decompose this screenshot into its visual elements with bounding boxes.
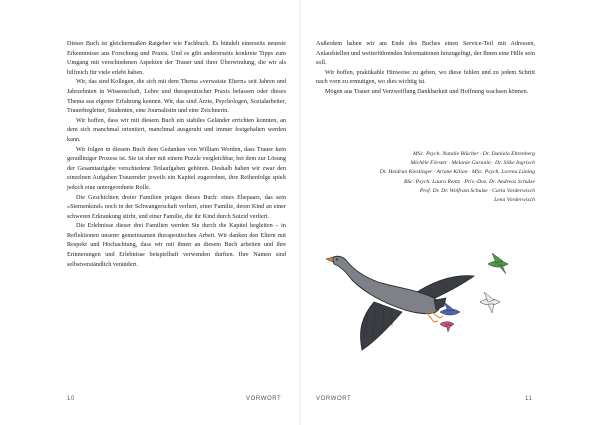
right-body-text — [316, 39, 535, 97]
paragraph: Wir, das sind Kollegen, die sich mit dem Thema »verwaiste Eltern« seit Jahren und Jahrzehnten in Wissenschaft, Lehre und therapeutischer Praxis befassen oder dieses Thema aus eigener Erfahrung kennen. Wir, das sind Ärzte, Psychologen, Sozialarbeiter, Trauerbegleiter, Studenten, eine Journalistin und eine Zeichnerin. — [67, 78, 286, 115]
birds-illustration — [322, 242, 522, 357]
running-head-left: VORWORT — [246, 396, 282, 402]
credit-line: BSc. Psych. Laura Rentz · Priv.-Doz. Dr. Andreas Schulze — [403, 178, 535, 185]
paragraph: Mögen aus Trauer und Verzweiflung Dankbarkeit und Hoffnung wachsen können. — [325, 87, 529, 95]
credit-line: Michèle Förster · Melanie Garanin · Dr. Silke Ingrisch — [410, 160, 535, 167]
large-goose-drawing — [326, 256, 474, 350]
paragraph: Außerdem haben wir am Ende des Buches einen Service-Teil mit Adressen, Anlaufstellen und weiterführenden Informationen hinzugefügt, der Ihnen eine Hilfe sein soll. — [316, 40, 535, 67]
page-number-left: 10 — [67, 396, 75, 402]
credit-line: MSc. Psych. Natalie Blücher · Dr. Daniela Ehrenberg — [413, 151, 535, 157]
white-bird-drawing — [480, 292, 500, 313]
author-credits — [340, 150, 535, 205]
right-page — [300, 0, 600, 425]
paragraph: Wir hoffen, dass wir mit diesem Buch ein stabiles Geländer errichten konnten, an dem sich manchmal orientiert, manchmal ausgeruht und immer festgehalten werden kann. — [67, 116, 286, 143]
paragraph: Wir folgen in diesem Buch dem Gedanken von William Worden, dass Trauer kein geradliniger Prozess ist. Sie ist eher mit einem Puzzle vergleichbar, bei dem zur Lösung der Gesamtaufgabe verschiedene Teilaufgaben gehören. Deshalb haben wir zwar den einzelnen Aufgaben Trauernder jeweils ein Kapitel zugeordnet, ihre Reihenfolge spielt jedoch eine untergeordnete Rolle. — [67, 145, 286, 191]
running-head-right: VORWORT — [316, 396, 352, 402]
paragraph: Wir hoffen, praktikable Hinweise zu geben, wo diese fehlen und zu jedem Schritt nach vorn zu ermutigen, wo dies wichtig ist. — [316, 68, 535, 86]
paragraph: Dieses Buch ist gleichermaßen Ratgeber wie Fachbuch. Es bündelt einerseits neueste Erkenntnisse aus Forschung und Praxis. Und es gibt andererseits konkrete Tipps zum Umgang mit verschiedenen Aspekten der Trauer und ihrer Überwindung, die wir als hilfreich für viele erlebt haben. — [67, 40, 286, 76]
pink-bird-drawing — [440, 322, 454, 332]
credit-line: Dr. Heidrun Kieslinger · Ariane Kilian · MSc. Psych. Lorena Lüning — [379, 169, 535, 176]
left-body-text — [67, 39, 286, 269]
paragraph: Die Geschichten dreier Familien prägen dieses Buch: eines Ehepaars, das sein »Sternenkind« noch in der Schwangerschaft verliert, einer Familie, deren Kind an einer schweren Erkrankung stirbt, und einer Familie, die ihr Kind durch Suizid verliert. — [67, 193, 286, 220]
credit-line: Prof. Dr. Dr. Wolfram Schulze · Carla Vorderwisch — [419, 187, 535, 194]
paragraph: Die Erlebnisse dieser drei Familien werden Sie durch die Kapitel begleiten – in Reflektionen unserer gemeinsamen therapeutischen Arbeit. Wir danken den Eltern mit Respekt und Hochachtung, dass wir mit ihnen an diesem Buch arbeiten und ihre Erinnerungen und Erlebnisse beispielhaft verwenden durften. Ihre Namen sind selbstverständlich verändert. — [67, 222, 286, 268]
page-number-right: 11 — [525, 396, 533, 402]
green-bird-drawing — [488, 253, 508, 274]
credit-line: Lena Vorderwisch — [493, 197, 535, 204]
